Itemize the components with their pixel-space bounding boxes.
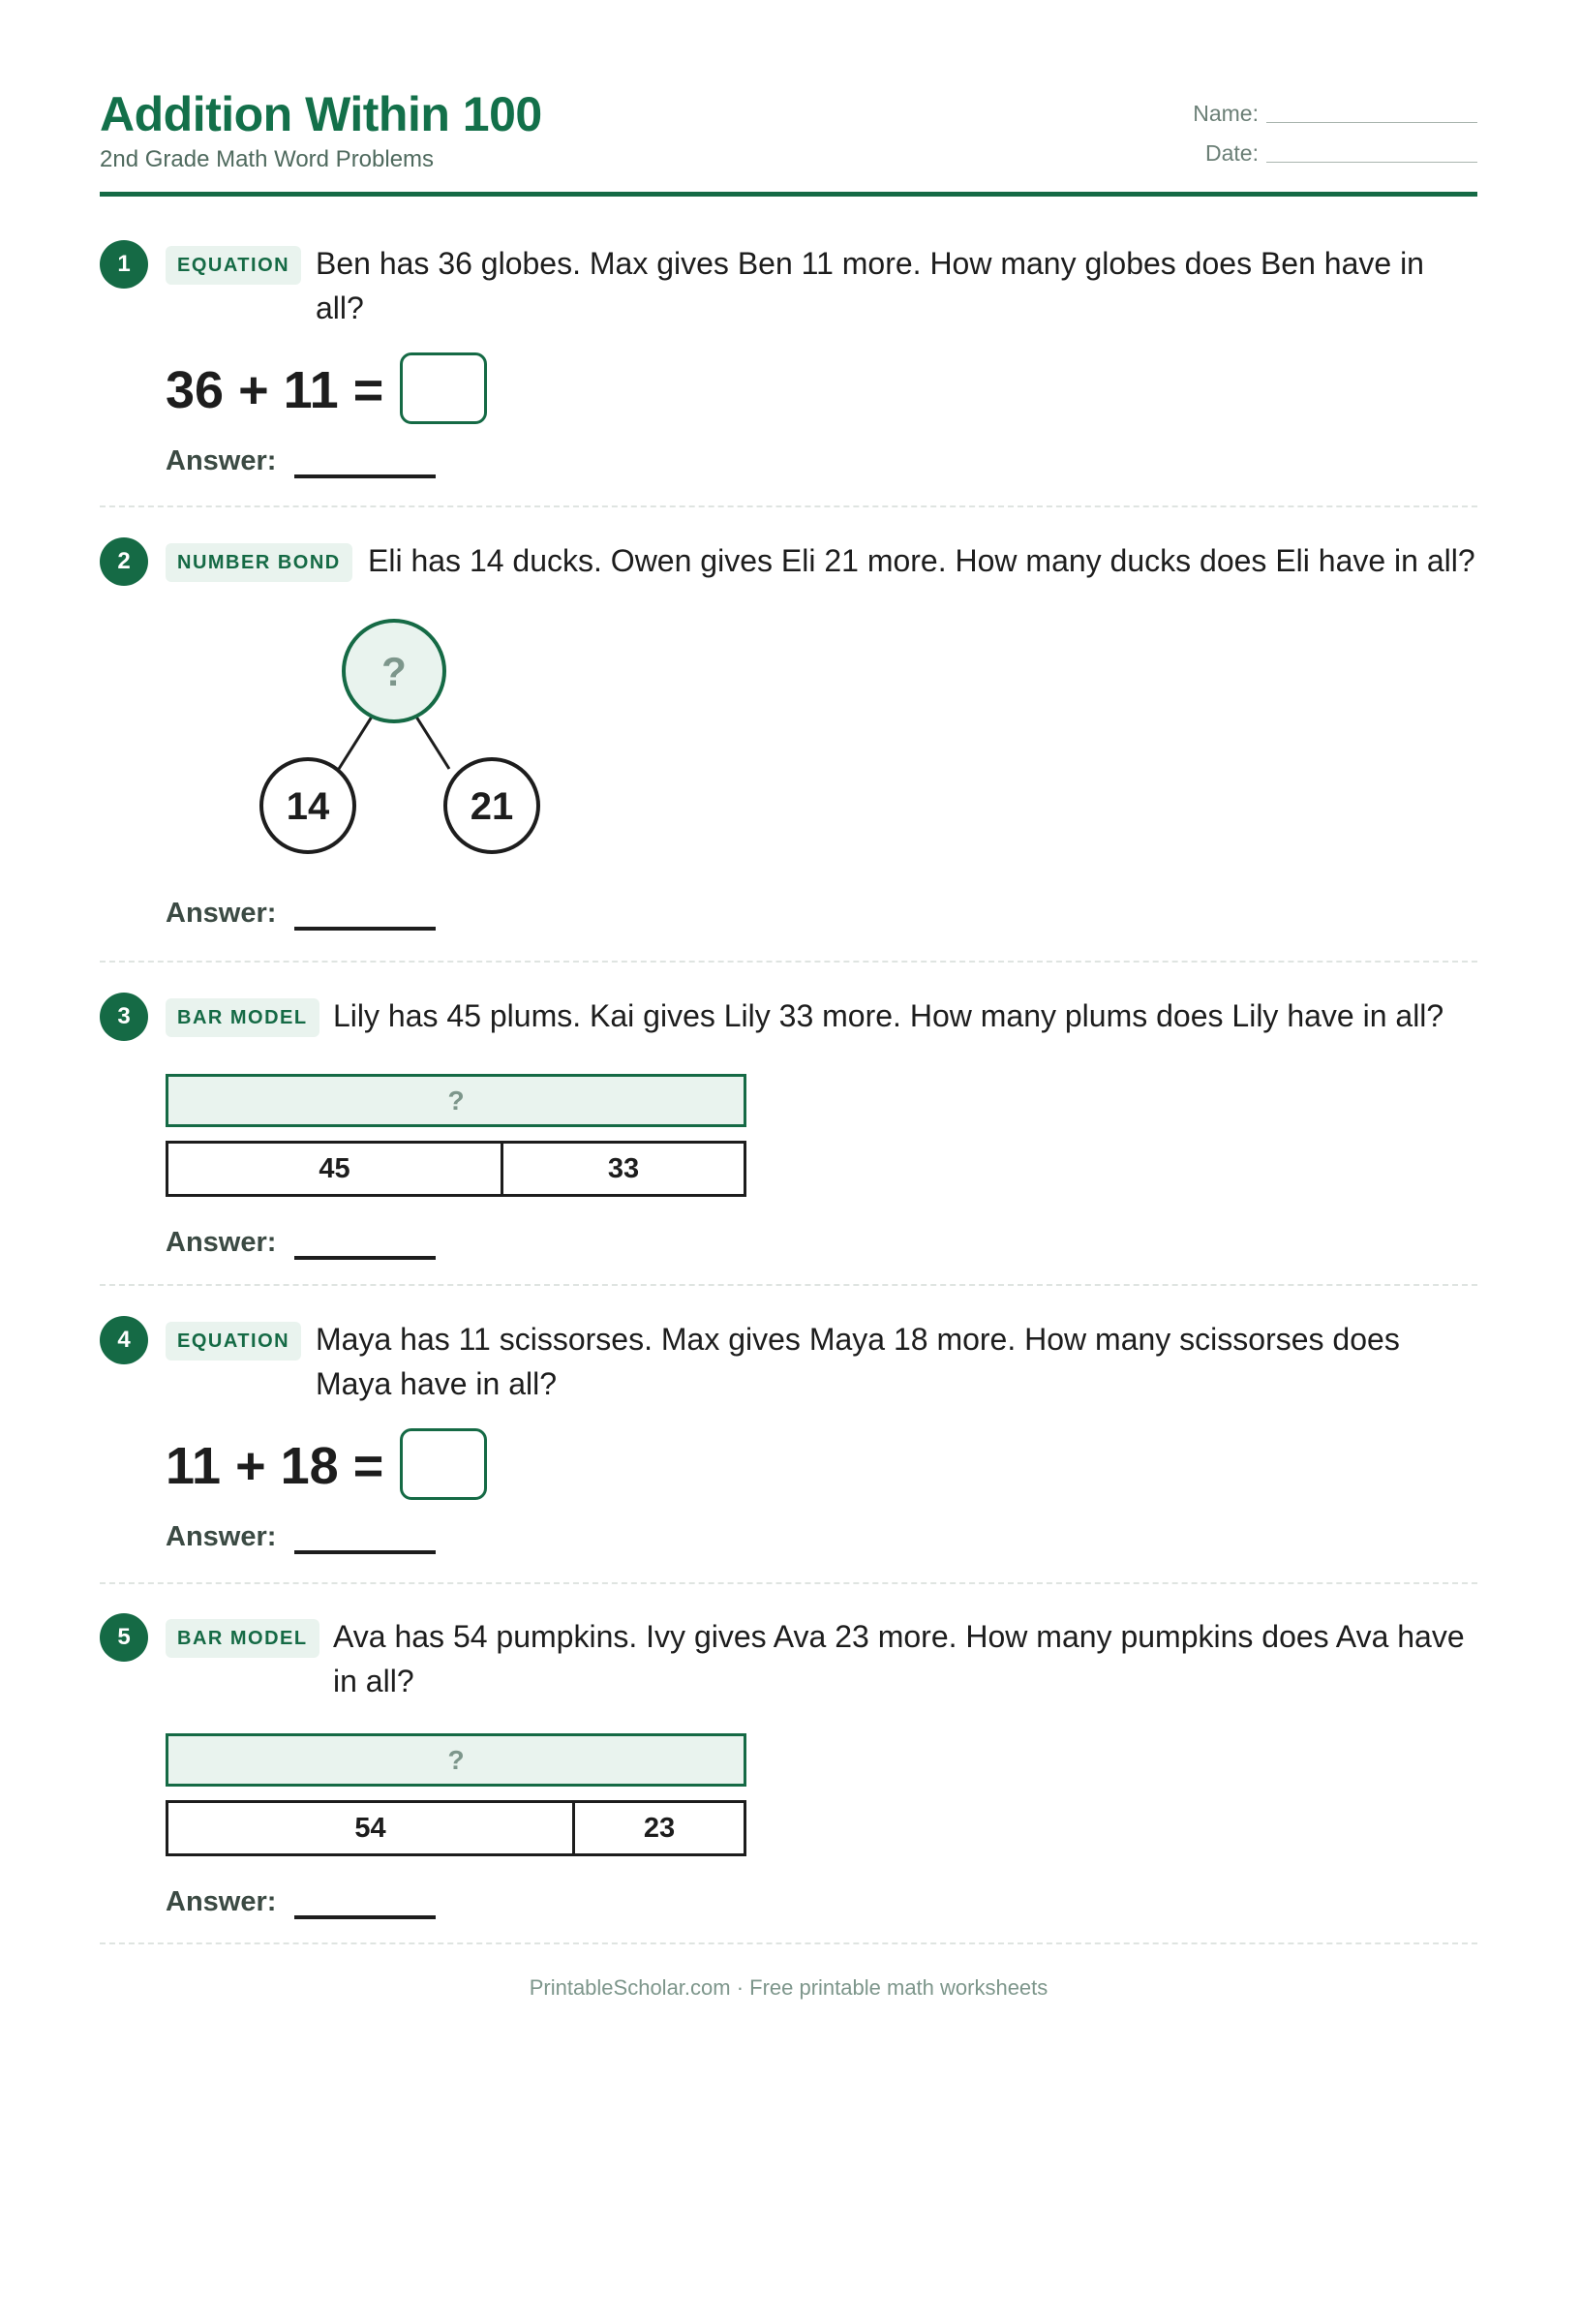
equation: 11 + 18 = [166, 1437, 384, 1495]
problem-number-badge: 1 [100, 240, 148, 289]
answer-label: Answer: [166, 1227, 277, 1258]
header-rule [100, 192, 1477, 197]
question-text: Eli has 14 ducks. Owen gives Eli 21 more. How many ducks does Eli have in all? [368, 543, 1475, 578]
number-bond [259, 619, 550, 880]
problem-divider [100, 1942, 1477, 1944]
bar-parts [166, 1141, 746, 1197]
name-label: Name: [1193, 101, 1259, 126]
date-line[interactable] [1266, 162, 1477, 163]
problem-divider [100, 1582, 1477, 1584]
answer-box[interactable] [400, 1428, 487, 1500]
answer-line[interactable] [294, 474, 436, 478]
bar-part: 54 [168, 1803, 575, 1853]
bar-parts [166, 1800, 746, 1856]
problem-type-tag: EQUATION [166, 1322, 301, 1361]
answer-line[interactable] [294, 1915, 436, 1919]
footer-text: PrintableScholar.com · Free printable math worksheets [529, 1975, 1048, 2000]
question-text: Ava has 54 pumpkins. Ivy gives Ava 23 more. How many pumpkins does Ava have in all? [333, 1619, 1465, 1698]
question-text: Maya has 11 scissorses. Max gives Maya 18 more. How many scissorses does Maya have in all? [316, 1322, 1400, 1401]
answer-line[interactable] [294, 1256, 436, 1260]
problem-divider [100, 1284, 1477, 1286]
problem-number-badge: 2 [100, 537, 148, 586]
problem-number-badge: 3 [100, 993, 148, 1041]
problem-type-tag: NUMBER BOND [166, 543, 352, 582]
page-subtitle: 2nd Grade Math Word Problems [100, 146, 435, 172]
name-line[interactable] [1266, 122, 1477, 123]
bar-part: 33 [607, 1153, 640, 1184]
answer-label: Answer: [166, 1521, 277, 1552]
problem-divider [100, 505, 1477, 507]
problem-number-badge: 5 [100, 1613, 148, 1662]
bond-whole-circle: ? [342, 619, 446, 723]
problem-type-tag: BAR MODEL [166, 1619, 319, 1658]
problem-number-badge: 4 [100, 1316, 148, 1364]
bar-part: 23 [643, 1813, 676, 1844]
problem-type-tag: EQUATION [166, 246, 301, 285]
date-field[interactable] [1158, 138, 1477, 168]
equation: 36 + 11 = [166, 361, 384, 419]
problem-type-tag: BAR MODEL [166, 998, 319, 1037]
bar-whole: ? [166, 1733, 746, 1787]
date-label: Date: [1205, 140, 1259, 166]
name-field[interactable] [1158, 99, 1477, 128]
answer-label: Answer: [166, 1886, 277, 1917]
question-text: Ben has 36 globes. Max gives Ben 11 more. How many globes does Ben have in all? [316, 246, 1424, 325]
answer-line[interactable] [294, 1550, 436, 1554]
bond-part-circle: 14 [259, 757, 356, 854]
bond-part-circle: 21 [443, 757, 540, 854]
bar-part: 45 [168, 1144, 503, 1194]
answer-box[interactable] [400, 352, 487, 424]
answer-label: Answer: [166, 445, 277, 476]
question-text: Lily has 45 plums. Kai gives Lily 33 more. How many plums does Lily have in all? [333, 998, 1444, 1033]
bar-whole: ? [166, 1074, 746, 1127]
answer-line[interactable] [294, 927, 436, 931]
answer-label: Answer: [166, 898, 277, 929]
problem-divider [100, 961, 1477, 963]
page-title: Addition Within 100 [100, 87, 542, 141]
